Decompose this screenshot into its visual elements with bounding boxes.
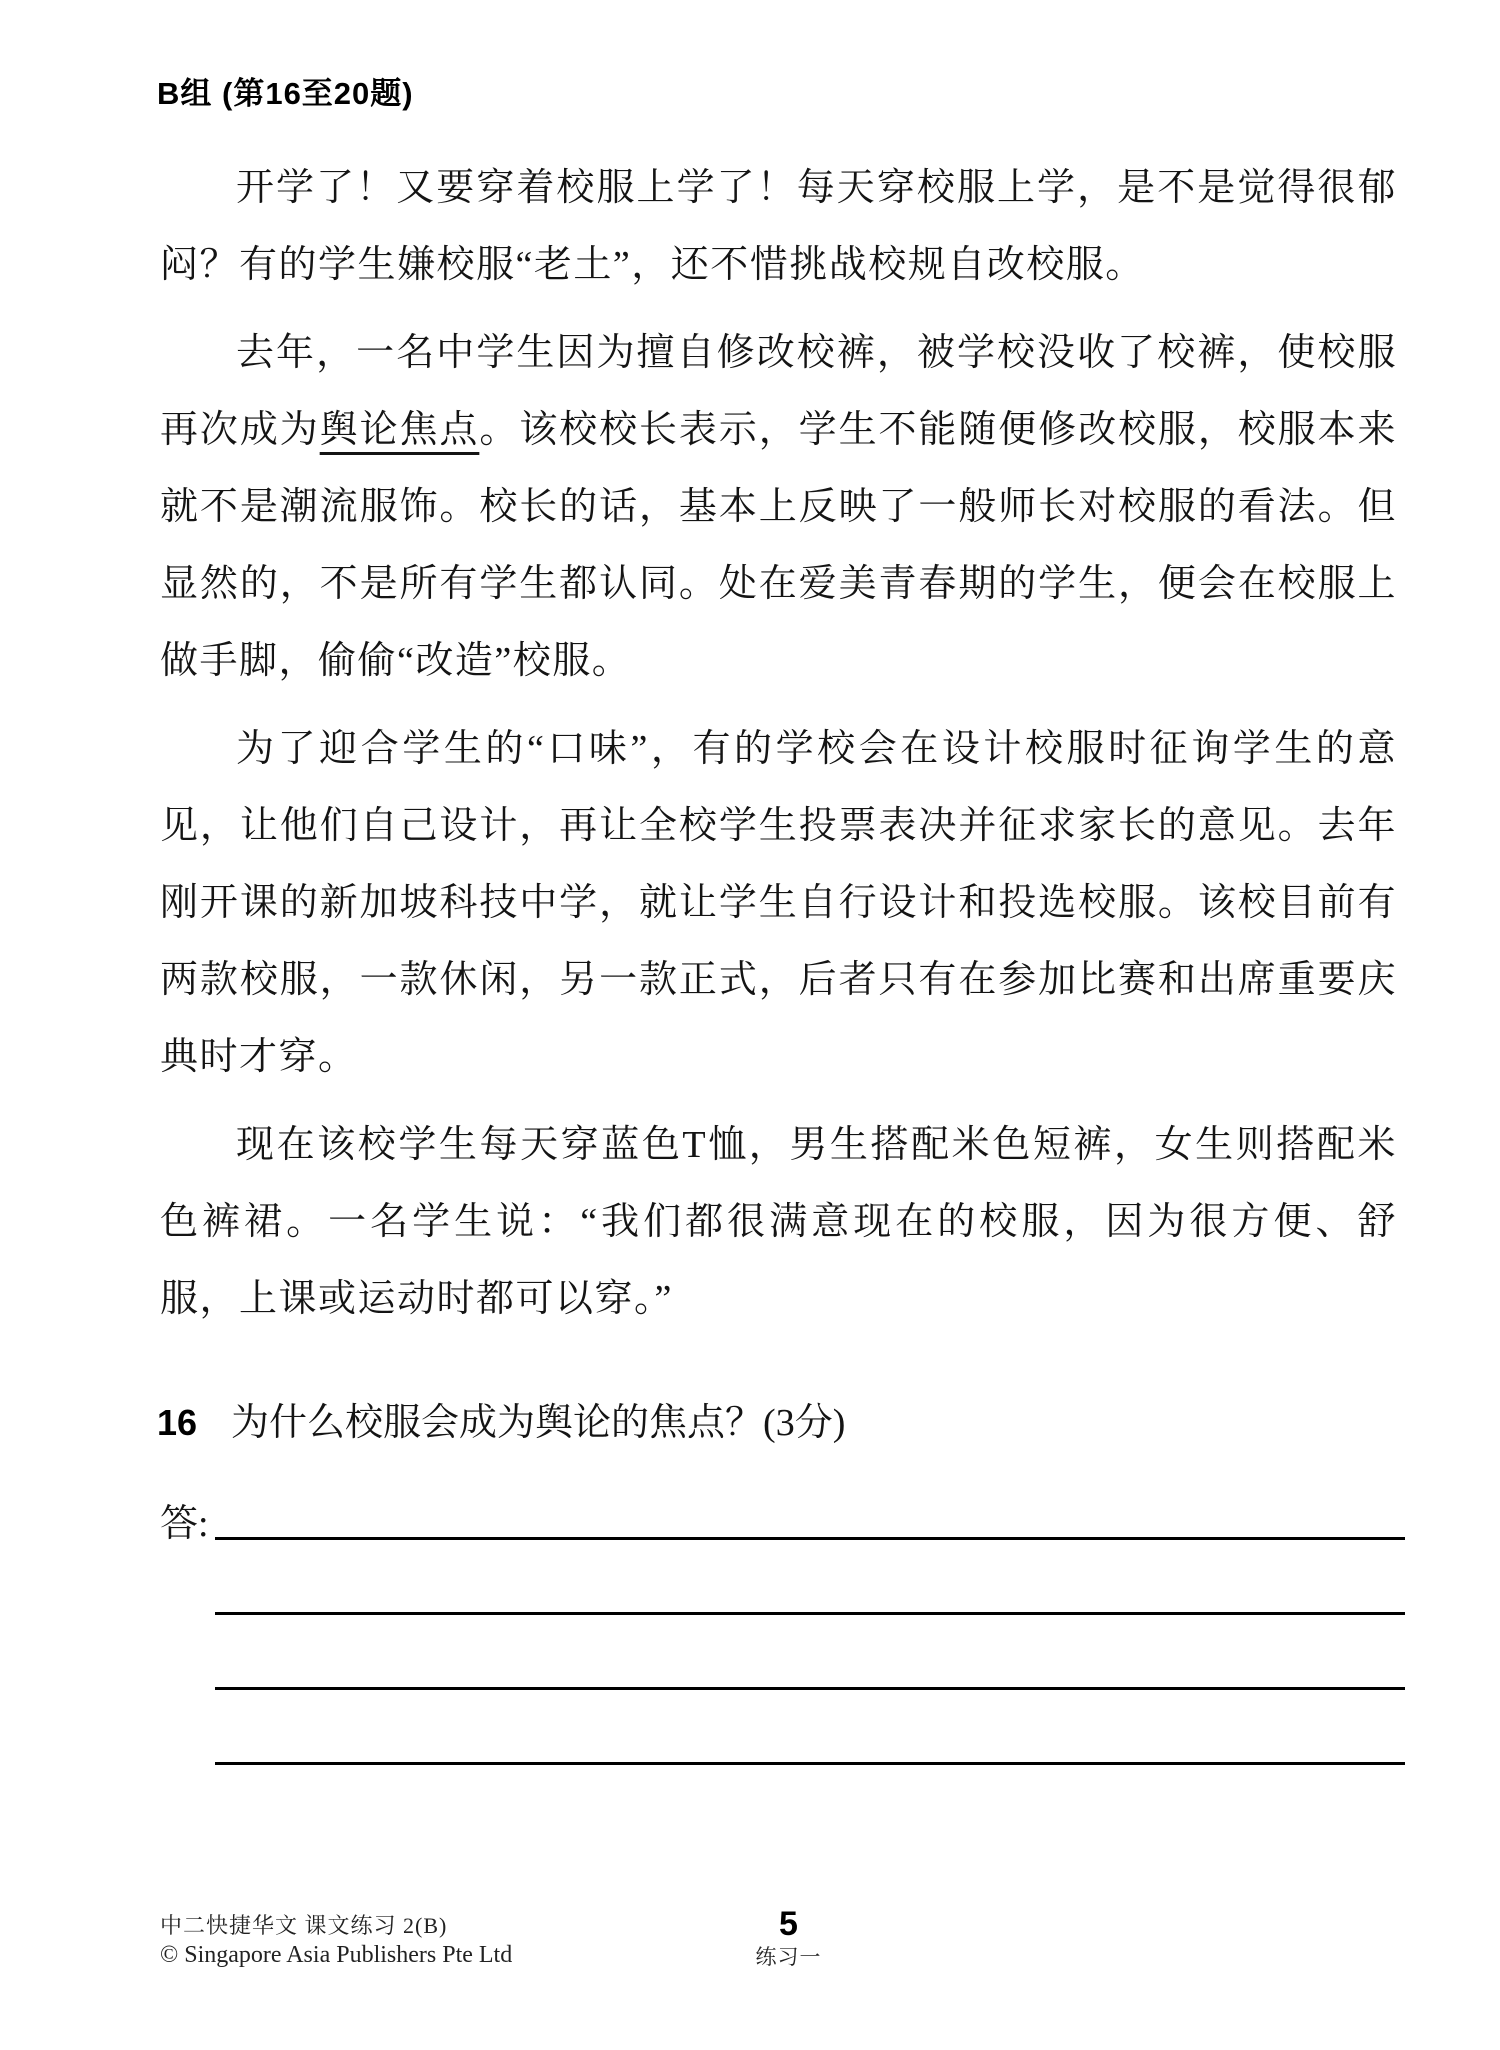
footer-center (716, 1905, 861, 1971)
underlined-term: 舆论焦点 (319, 409, 480, 451)
answer-line-1[interactable] (215, 1537, 1405, 1540)
question-number: 16 (157, 1402, 198, 1443)
exercise-label: 练习一 (755, 1945, 822, 1969)
reading-passage (160, 150, 1397, 1349)
answer-label: 答: (160, 1503, 209, 1545)
answer-line-3[interactable] (215, 1687, 1405, 1690)
passage-paragraph-2 (160, 315, 1397, 700)
passage-paragraph-1: 开学了！又要穿着校服上学了！每天穿校服上学，是不是觉得很郁闷？有的学生嫌校服“老土”，还不惜挑战校规自改校服。 (160, 167, 1397, 286)
page-number: 5 (779, 1905, 798, 1943)
footer-copyright: © Singapore Asia Publishers Pte Ltd (160, 1942, 513, 1968)
section-header: B组 (第16至20题) (157, 76, 414, 111)
footer-left (160, 1912, 512, 1971)
question-text: 为什么校服会成为舆论的焦点？(3分) (231, 1402, 846, 1444)
question-16 (157, 1384, 1397, 1462)
paragraph-2-text-before: 去年，一名中学生因为擅自修改校裤，被学校没收了校裤，使校服再次成为 (160, 332, 1397, 451)
answer-line-4[interactable] (215, 1762, 1405, 1765)
footer-book-title: 中二快捷华文 课文练习 2(B) (160, 1913, 448, 1938)
passage-paragraph-4: 现在该校学生每天穿蓝色T恤，男生搭配米色短裤，女生则搭配米色裤裙。一名学生说：“我们都很满意现在的校服，因为很方便、舒服，上课或运动时都可以穿。” (160, 1124, 1397, 1320)
passage-paragraph-3: 为了迎合学生的“口味”，有的学校会在设计校服时征询学生的意见，让他们自己设计，再让全校学生投票表决并征求家长的意见。去年刚开课的新加坡科技中学，就让学生自行设计和投选校服。该校目前有两款校服，一款休闲，另一款正式，后者只有在参加比赛和出席重要庆典时才穿。 (160, 728, 1397, 1078)
paragraph-2-text-after: 。该校校长表示，学生不能随便修改校服，校服本来就不是潮流服饰。校长的话，基本上反映了一般师长对校服的看法。但显然的，不是所有学生都认同。处在爱美青春期的学生，便会在校服上做手脚，偷偷“改造”校服。 (160, 409, 1397, 682)
answer-line-2[interactable] (215, 1612, 1405, 1615)
